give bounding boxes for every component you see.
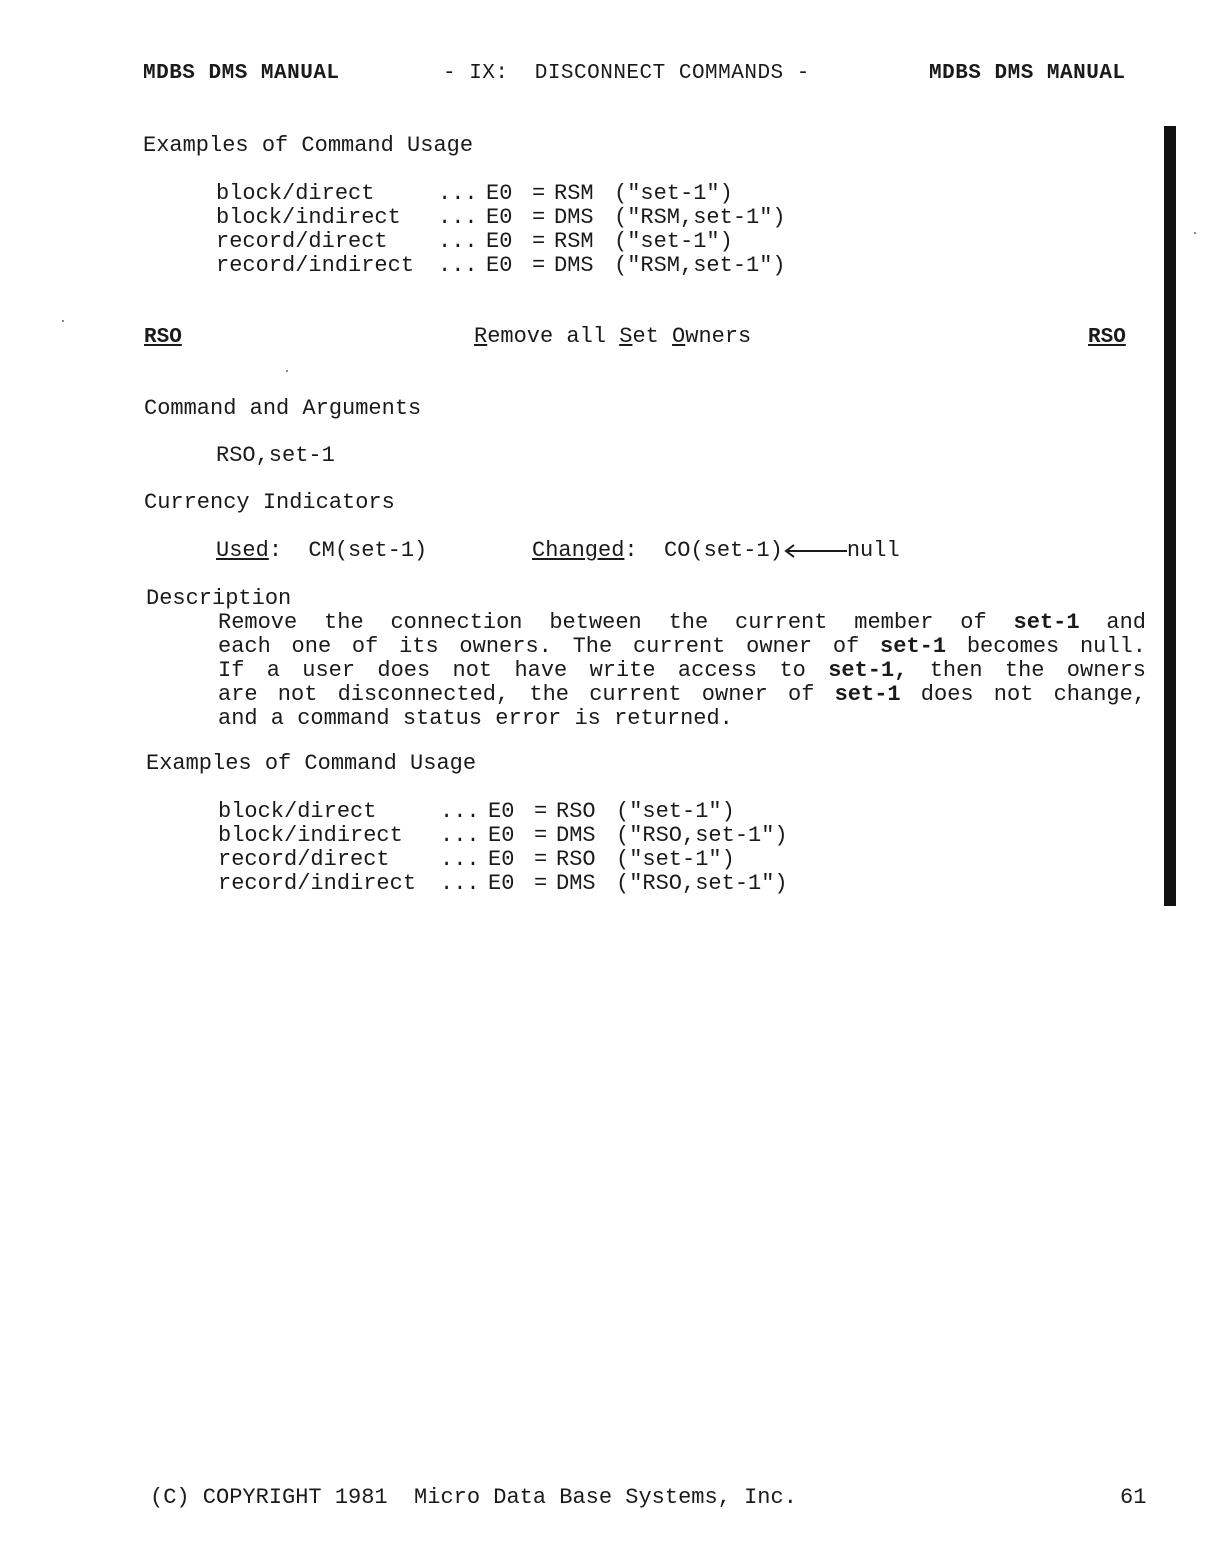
rso-examples-heading: Examples of Command Usage <box>146 751 477 776</box>
cmd-cell: RSO <box>556 847 596 872</box>
mode-cell: block/direct <box>218 799 377 824</box>
table-row <box>218 872 788 896</box>
mode-cell: record/direct <box>216 229 388 254</box>
var-cell: E0 <box>486 205 513 230</box>
args-cell: ("set-1") <box>614 229 733 254</box>
desc-text: then the owners <box>907 658 1147 683</box>
args-cell: ("set-1") <box>614 181 733 206</box>
currency-heading: Currency Indicators <box>144 490 395 515</box>
desc-text: and <box>1079 610 1146 635</box>
dots-cell: ... <box>440 871 480 896</box>
args-cell: ("RSM,set-1") <box>614 205 786 230</box>
desc-text: and a command status error is returned. <box>218 706 733 731</box>
mode-cell: block/direct <box>216 181 375 206</box>
title-initial-r: R <box>474 324 488 349</box>
dots-cell: ... <box>438 253 478 278</box>
eq-cell: = <box>532 181 546 206</box>
command-heading: Command and Arguments <box>144 396 422 421</box>
used-value: CM(set-1) <box>308 538 428 563</box>
desc-bold: set-1 <box>834 682 901 707</box>
dots-cell: ... <box>440 823 480 848</box>
cmd-cell: RSM <box>554 229 594 254</box>
table-row <box>216 182 786 206</box>
var-cell: E0 <box>488 871 515 896</box>
page-number: 61 <box>1120 1485 1147 1510</box>
left-arrow-icon <box>783 542 847 558</box>
desc-text: each one of its owners. The current owner of <box>218 634 881 659</box>
title-text-3: wners <box>685 324 752 349</box>
used-label: Used <box>216 538 269 563</box>
args-cell: ("RSO,set-1") <box>616 823 788 848</box>
dots-cell: ... <box>440 847 480 872</box>
scan-speck <box>286 370 288 372</box>
title-text-2: et <box>632 324 673 349</box>
table-row <box>218 848 788 872</box>
description-line <box>218 659 1146 683</box>
args-cell: ("set-1") <box>616 847 735 872</box>
desc-text: are not disconnected, the current owner of <box>218 682 835 707</box>
desc-bold: set-1 <box>1013 610 1080 635</box>
dots-cell: ... <box>440 799 480 824</box>
table-row <box>218 800 788 824</box>
mode-cell: record/indirect <box>216 253 415 278</box>
scan-speck <box>1194 232 1196 234</box>
changed-value: CO(set-1) <box>664 538 783 563</box>
rsm-examples-heading: Examples of Command Usage <box>143 133 474 158</box>
mode-cell: record/direct <box>218 847 390 872</box>
description-heading: Description <box>146 586 292 611</box>
rso-code-right: RSO <box>1088 326 1126 349</box>
cmd-cell: RSO <box>556 799 596 824</box>
changed-label: Changed <box>532 538 625 563</box>
desc-text: does not change, <box>900 682 1146 707</box>
header-left: MDBS DMS MANUAL <box>143 62 340 85</box>
eq-cell: = <box>534 823 548 848</box>
rso-title <box>474 325 751 349</box>
var-cell: E0 <box>486 181 513 206</box>
var-cell: E0 <box>486 229 513 254</box>
cmd-cell: DMS <box>556 823 596 848</box>
table-row <box>218 824 788 848</box>
var-cell: E0 <box>488 799 515 824</box>
description-line <box>218 683 1146 707</box>
title-initial-s: S <box>619 324 633 349</box>
description-line <box>218 707 1146 731</box>
eq-cell: = <box>534 871 548 896</box>
used-colon: : <box>268 538 309 563</box>
rso-code-left: RSO <box>144 326 182 349</box>
command-syntax: RSO,set-1 <box>216 443 335 468</box>
desc-bold: set-1, <box>828 658 908 683</box>
title-text-1: emove all <box>487 324 620 349</box>
currency-changed <box>532 539 900 563</box>
table-row <box>216 206 786 230</box>
eq-cell: = <box>532 205 546 230</box>
changed-target: null <box>846 538 900 563</box>
eq-cell: = <box>532 253 546 278</box>
currency-used <box>216 539 427 563</box>
var-cell: E0 <box>488 823 515 848</box>
header-center: - IX: DISCONNECT COMMANDS - <box>443 62 810 85</box>
mode-cell: record/indirect <box>218 871 417 896</box>
header-right: MDBS DMS MANUAL <box>929 62 1126 85</box>
description-line <box>218 635 1146 659</box>
rsm-examples-table <box>216 182 786 278</box>
args-cell: ("set-1") <box>616 799 735 824</box>
args-cell: ("RSO,set-1") <box>616 871 788 896</box>
cmd-cell: DMS <box>554 205 594 230</box>
margin-change-bar <box>1164 126 1176 906</box>
eq-cell: = <box>534 847 548 872</box>
cmd-cell: DMS <box>554 253 594 278</box>
dots-cell: ... <box>438 229 478 254</box>
changed-colon: : <box>624 538 665 563</box>
description-line <box>218 611 1146 635</box>
dots-cell: ... <box>438 181 478 206</box>
eq-cell: = <box>532 229 546 254</box>
description-body <box>218 611 1146 731</box>
mode-cell: block/indirect <box>218 823 403 848</box>
dots-cell: ... <box>438 205 478 230</box>
var-cell: E0 <box>488 847 515 872</box>
var-cell: E0 <box>486 253 513 278</box>
scan-speck <box>62 320 64 322</box>
desc-text: If a user does not have write access to <box>218 658 829 683</box>
eq-cell: = <box>534 799 548 824</box>
cmd-cell: RSM <box>554 181 594 206</box>
table-row <box>216 230 786 254</box>
mode-cell: block/indirect <box>216 205 401 230</box>
desc-bold: set-1 <box>880 634 947 659</box>
args-cell: ("RSM,set-1") <box>614 253 786 278</box>
table-row <box>216 254 786 278</box>
cmd-cell: DMS <box>556 871 596 896</box>
desc-text: becomes null. <box>946 634 1146 659</box>
desc-text: Remove the connection between the current member of <box>218 610 1014 635</box>
title-initial-o: O <box>672 324 686 349</box>
rso-examples-table <box>218 800 788 896</box>
footer-copyright: (C) COPYRIGHT 1981 Micro Data Base Systems, Inc. <box>150 1485 797 1510</box>
